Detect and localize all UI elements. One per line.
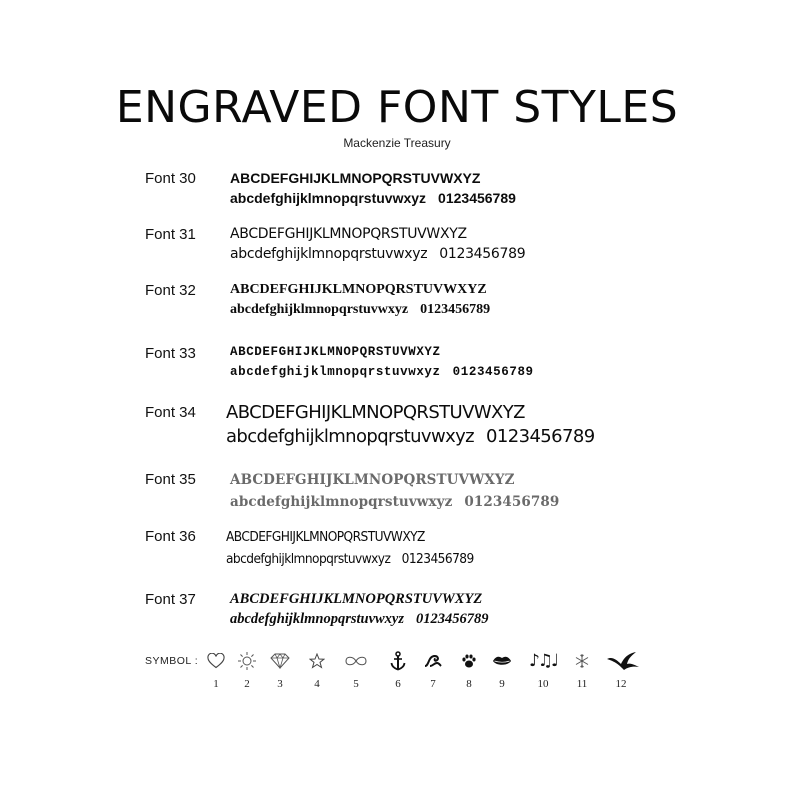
font-label: Font 32 xyxy=(145,282,196,299)
font-sample-text xyxy=(230,280,490,320)
uppercase-sample: ABCDEFGHIJKLMNOPQRSTUVWXYZ xyxy=(226,402,525,423)
symbol-7 xyxy=(418,650,448,690)
font-label: Font 30 xyxy=(145,170,196,187)
lowercase-sample: abcdefghijklmnopqrstuvwxyz xyxy=(230,365,441,379)
symbol-number: 8 xyxy=(466,678,472,690)
symbol-number: 1 xyxy=(213,678,219,690)
lowercase-sample: abcdefghijklmnopqrstuvwxyz xyxy=(230,190,427,206)
symbol-8 xyxy=(454,650,484,690)
lips-icon xyxy=(487,650,517,672)
symbol-number: 7 xyxy=(430,678,436,690)
uppercase-sample: ABCDEFGHIJKLMNOPQRSTUVWXYZ xyxy=(230,472,515,488)
star-icon xyxy=(302,650,332,672)
symbol-number: 5 xyxy=(353,678,359,690)
font-label: Font 31 xyxy=(145,226,196,243)
symbol-number: 9 xyxy=(499,678,505,690)
heart-icon xyxy=(201,650,231,672)
anchor-icon xyxy=(383,650,413,672)
wave-icon xyxy=(418,650,448,672)
uppercase-sample: ABCDEFGHIJKLMNOPQRSTUVWXYZ xyxy=(230,282,487,297)
page-title: ENGRAVED FONT STYLES xyxy=(115,82,679,133)
digits-sample: 0123456789 xyxy=(416,611,489,627)
font-sample-text xyxy=(226,527,474,571)
symbol-6 xyxy=(383,650,413,690)
uppercase-sample: ABCDEFGHIJKLMNOPQRSTUVWXYZ xyxy=(226,530,425,545)
snowflake-icon xyxy=(567,650,597,672)
digits-sample: 0123456789 xyxy=(439,246,526,262)
page-subtitle: Mackenzie Treasury xyxy=(343,136,451,150)
symbol-11 xyxy=(567,650,597,690)
font-sample-text xyxy=(230,168,516,208)
uppercase-sample: ABCDEFGHIJKLMNOPQRSTUVWXYZ xyxy=(230,170,481,186)
sun-icon xyxy=(232,650,262,672)
symbol-12 xyxy=(606,650,636,690)
font-label: Font 34 xyxy=(145,404,196,421)
symbol-number: 3 xyxy=(277,678,283,690)
diamond-icon xyxy=(265,650,295,672)
digits-sample: 0123456789 xyxy=(464,494,560,510)
bird-icon xyxy=(606,650,636,672)
symbol-9 xyxy=(487,650,517,690)
font-label: Font 33 xyxy=(145,345,196,362)
digits-sample: 0123456789 xyxy=(438,190,516,206)
symbol-label: SYMBOL : xyxy=(145,655,199,667)
music-notes-icon: ♪♫♩ xyxy=(528,651,558,671)
digits-sample: 0123456789 xyxy=(420,302,491,317)
symbol-2 xyxy=(232,650,262,690)
uppercase-sample: ABCDEFGHIJKLMNOPQRSTUVWXYZ xyxy=(230,591,483,607)
font-sample-text xyxy=(230,469,559,513)
uppercase-sample: ABCDEFGHIJKLMNOPQRSTUVWXYZ xyxy=(230,345,441,359)
symbol-number: 6 xyxy=(395,678,401,690)
symbol-number: 11 xyxy=(576,678,588,690)
paw-icon xyxy=(454,650,484,672)
lowercase-sample: abcdefghijklmnopqrstuvwxyz xyxy=(230,246,428,262)
digits-sample: 0123456789 xyxy=(401,552,474,567)
symbol-10 xyxy=(528,650,558,690)
symbol-1 xyxy=(201,650,231,690)
symbol-number: 4 xyxy=(314,678,320,690)
digits-sample: 0123456789 xyxy=(486,426,595,447)
symbol-3 xyxy=(265,650,295,690)
symbol-4 xyxy=(302,650,332,690)
font-sample-text xyxy=(226,401,595,449)
lowercase-sample: abcdefghijklmnopqrstuvwxyz xyxy=(226,552,391,567)
font-label: Font 36 xyxy=(145,528,196,545)
font-label: Font 37 xyxy=(145,591,196,608)
symbol-row xyxy=(0,650,794,700)
font-sample-text xyxy=(230,224,525,264)
uppercase-sample: ABCDEFGHIJKLMNOPQRSTUVWXYZ xyxy=(230,226,467,242)
infinity-icon xyxy=(341,650,371,672)
font-sample-text xyxy=(230,589,489,629)
symbol-number: 2 xyxy=(244,678,250,690)
font-sample-text xyxy=(230,342,534,382)
lowercase-sample: abcdefghijklmnopqrstuvwxyz xyxy=(230,302,409,317)
lowercase-sample: abcdefghijklmnopqrstuvwxyz xyxy=(226,426,475,447)
symbol-number: 10 xyxy=(537,678,549,690)
font-label: Font 35 xyxy=(145,471,196,488)
lowercase-sample: abcdefghijklmnopqrstuvwxyz xyxy=(230,611,405,627)
symbol-5 xyxy=(341,650,371,690)
symbol-number: 12 xyxy=(615,678,627,690)
lowercase-sample: abcdefghijklmnopqrstuvwxyz xyxy=(230,494,453,510)
digits-sample: 0123456789 xyxy=(452,365,534,379)
